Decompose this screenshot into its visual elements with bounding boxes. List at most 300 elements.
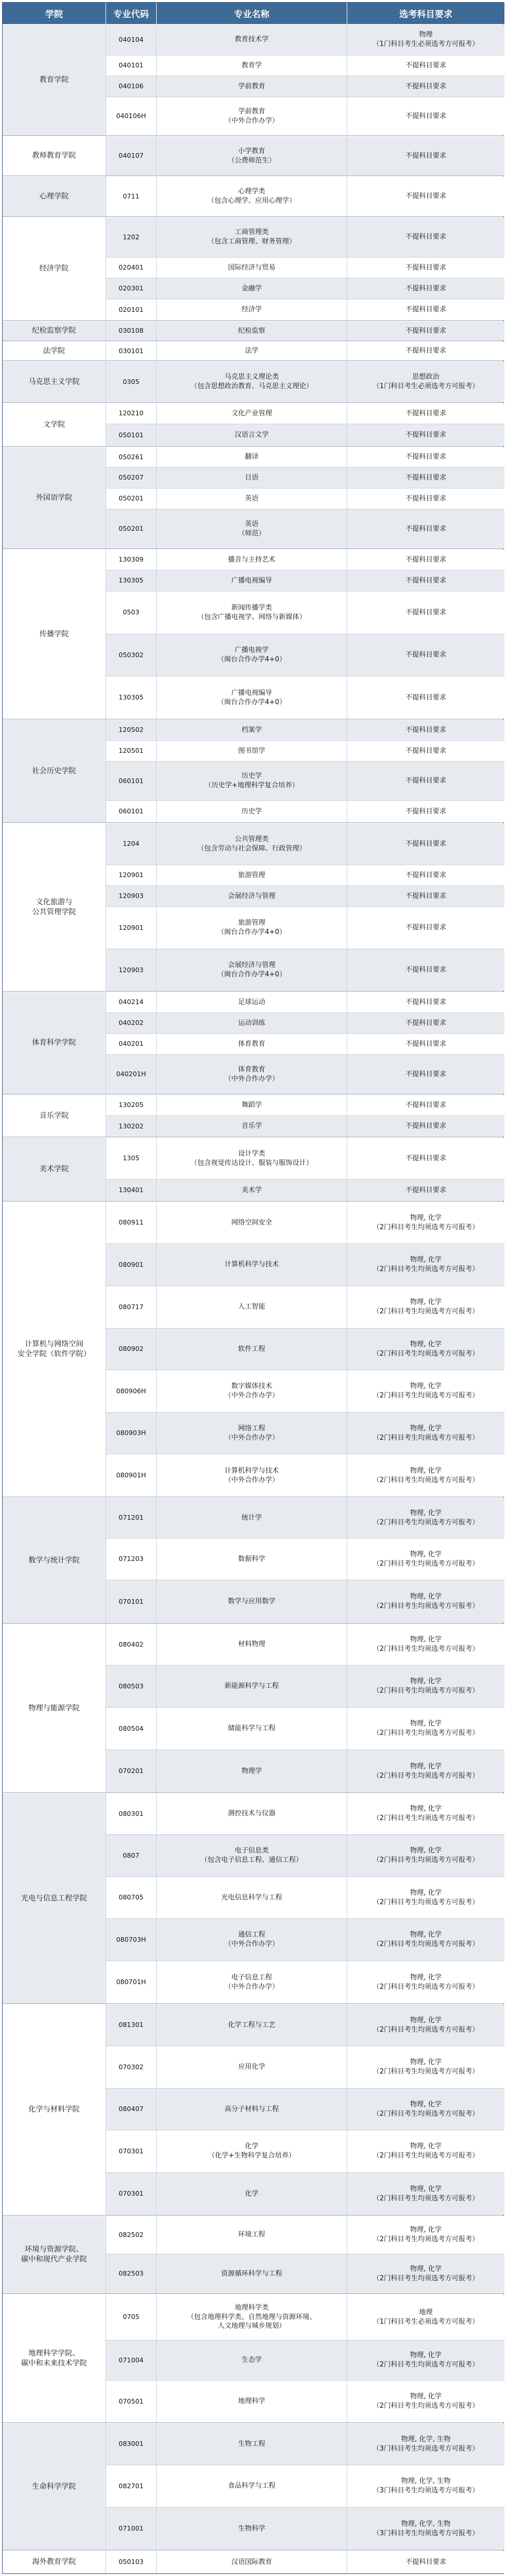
table-row — [106, 177, 504, 216]
table-row — [106, 865, 504, 886]
table-row — [106, 403, 504, 424]
major-name: 测控技术与仪器 — [157, 1793, 347, 1834]
major-code: 081301 — [106, 2004, 157, 2046]
major-code: 080901H — [106, 1454, 157, 1497]
subject-requirement: 物理, 化学 （2门科目考生均须选考方可报考） — [372, 1256, 479, 1273]
table-row — [106, 1180, 504, 1201]
subject-requirement: 思想政治 （1门科目考生必须选考方可报考） — [372, 373, 479, 390]
major-name: 广播电视学 （闽台合作办学4+0） — [157, 634, 347, 676]
table-row — [106, 1708, 504, 1750]
table-row — [106, 299, 504, 320]
college-name: 文化旅游与 公共管理学院 — [3, 823, 106, 991]
table-row — [106, 1498, 504, 1538]
college-majors — [106, 25, 504, 135]
major-name: 文化产业管理 — [157, 403, 347, 424]
college-group — [3, 2004, 503, 2216]
table-row — [106, 1138, 504, 1180]
college-name: 社会历史学院 — [3, 720, 106, 822]
major-code: 040107 — [106, 136, 157, 176]
major-name: 教育学 — [157, 55, 347, 76]
table-row — [106, 1055, 504, 1094]
subject-requirement: 不提科目要求 — [405, 453, 446, 461]
major-name: 电子信息类 （包含电子信息工程、通信工程） — [157, 1835, 347, 1876]
major-code: 1305 — [106, 1138, 157, 1179]
college-group — [3, 2423, 503, 2550]
subject-requirement: 不提科目要求 — [405, 1154, 446, 1162]
subject-requirement: 不提科目要求 — [405, 747, 446, 755]
major-name: 纪检监察 — [157, 321, 347, 341]
subject-requirement: 物理, 化学 （2门科目考生均须选考方可报考） — [372, 1298, 479, 1315]
subject-requirement: 物理, 化学, 生物 （3门科目考生均须选考方可报考） — [372, 2477, 479, 2495]
college-majors — [106, 2216, 504, 2293]
table-row — [106, 2004, 504, 2046]
college-group — [3, 341, 503, 361]
table-row — [106, 1919, 504, 1961]
major-name: 光电信息科学与工程 — [157, 1877, 347, 1918]
major-code: 040214 — [106, 992, 157, 1012]
major-name: 工商管理类 （包含工商管理、财务管理） — [157, 217, 347, 257]
subject-requirement: 物理, 化学 （2门科目考生均须选考方可报考） — [372, 2100, 479, 2118]
table-row — [106, 1835, 504, 1877]
major-code: 060101 — [106, 801, 157, 822]
subject-requirement: 物理, 化学 （2门科目考生均须选考方可报考） — [372, 2058, 479, 2076]
table-row — [106, 720, 504, 741]
major-code: 040106H — [106, 97, 157, 135]
college-majors — [106, 217, 504, 320]
major-code: 130202 — [106, 1116, 157, 1137]
major-name: 广播电视编导 （闽台合作办学4+0） — [157, 677, 347, 719]
subject-requirement: 物理, 化学 （2门科目考生均须选考方可报考） — [372, 1973, 479, 1991]
major-name: 设计学类 （包含视觉传达设计、服装与服饰设计） — [157, 1138, 347, 1179]
major-name: 应用化学 — [157, 2046, 347, 2088]
subject-requirement: 不提科目要求 — [405, 555, 446, 564]
major-code: 082503 — [106, 2254, 157, 2293]
subject-requirement: 不提科目要求 — [405, 608, 446, 616]
major-name: 历史学 （历史学+地理科学复合培养） — [157, 762, 347, 800]
subject-requirement: 物理, 化学 （2门科目考生均须选考方可报考） — [372, 1382, 479, 1400]
college-group — [3, 361, 503, 403]
major-name: 档案学 — [157, 720, 347, 740]
major-code: 1202 — [106, 217, 157, 257]
subject-requirement: 不提科目要求 — [405, 112, 446, 120]
table-row — [106, 1286, 504, 1328]
major-code: 040104 — [106, 25, 157, 55]
subject-requirement: 物理, 化学 （2门科目考生均须选考方可报考） — [372, 2226, 479, 2243]
subject-requirement: 不提科目要求 — [405, 192, 446, 201]
subject-requirement: 物理, 化学, 生物 （3门科目考生均须选考方可报考） — [372, 2520, 479, 2537]
table-row — [106, 2381, 504, 2422]
major-code: 0305 — [106, 362, 157, 402]
major-code: 080906H — [106, 1370, 157, 1412]
major-code: 082502 — [106, 2216, 157, 2254]
college-group — [3, 217, 503, 321]
major-code: 080701H — [106, 1961, 157, 2003]
table-row — [106, 1370, 504, 1413]
college-group — [3, 136, 503, 176]
major-name: 足球运动 — [157, 992, 347, 1012]
table-row — [106, 25, 504, 55]
table-row — [106, 488, 504, 509]
major-name: 法学 — [157, 342, 347, 360]
header-college: 学院 — [3, 3, 106, 24]
table-row — [106, 424, 504, 446]
major-code: 050103 — [106, 2551, 157, 2573]
major-name: 翻译 — [157, 447, 347, 467]
major-name: 美术学 — [157, 1180, 347, 1201]
major-code: 080911 — [106, 1202, 157, 1243]
college-majors — [106, 1498, 504, 1623]
major-code: 070302 — [106, 2046, 157, 2088]
subject-requirement: 地理 （1门科目考生必须选考方可报考） — [372, 2308, 479, 2326]
table-header — [3, 3, 503, 24]
table-row — [106, 1877, 504, 1919]
table-row — [106, 136, 504, 176]
major-name: 金融学 — [157, 278, 347, 299]
college-group — [3, 1202, 503, 1497]
college-majors — [106, 342, 504, 360]
college-name: 数学与统计学院 — [3, 1498, 106, 1623]
table-row — [106, 677, 504, 719]
major-code: 130401 — [106, 1180, 157, 1201]
major-code: 070301 — [106, 2173, 157, 2215]
subject-requirement: 不提科目要求 — [405, 431, 446, 439]
table-body — [3, 24, 503, 2573]
subject-requirement: 不提科目要求 — [405, 840, 446, 848]
college-group — [3, 1497, 503, 1624]
major-code: 130309 — [106, 550, 157, 570]
college-name: 计算机与网络空间 安全学院（软件学院） — [3, 1202, 106, 1497]
major-name: 化学 （化学+生物科学复合培养） — [157, 2130, 347, 2172]
table-row — [106, 2340, 504, 2381]
college-name: 生命科学学院 — [3, 2423, 106, 2550]
subject-requirement: 物理, 化学 （2门科目考生均须选考方可报考） — [372, 1720, 479, 1737]
college-majors — [106, 1095, 504, 1137]
major-code: 080903H — [106, 1413, 157, 1454]
table-row — [106, 1244, 504, 1286]
subject-requirement: 不提科目要求 — [405, 1040, 446, 1048]
major-code: 120901 — [106, 907, 157, 949]
subject-requirement: 不提科目要求 — [405, 651, 446, 659]
major-code: 050207 — [106, 468, 157, 488]
college-name: 光电与信息工程学院 — [3, 1793, 106, 2003]
major-name: 学前教育 （中外合作办学） — [157, 97, 347, 135]
table-row — [106, 823, 504, 865]
college-majors — [106, 2551, 504, 2573]
subject-requirement: 不提科目要求 — [405, 726, 446, 734]
table-row — [106, 1750, 504, 1792]
subject-requirement: 不提科目要求 — [405, 306, 446, 314]
table-row — [106, 570, 504, 591]
college-name: 法学院 — [3, 342, 106, 360]
major-name: 舞蹈学 — [157, 1095, 347, 1115]
table-row — [106, 2294, 504, 2340]
major-code: 120903 — [106, 886, 157, 906]
subject-requirement: 不提科目要求 — [405, 693, 446, 702]
major-name: 经济学 — [157, 299, 347, 320]
major-name: 数据科学 — [157, 1538, 347, 1580]
major-name: 会展经济与管理 — [157, 886, 347, 906]
major-name: 生物科学 — [157, 2508, 347, 2550]
major-name: 软件工程 — [157, 1328, 347, 1370]
table-row — [106, 2130, 504, 2173]
table-row — [106, 907, 504, 949]
subject-requirement: 物理, 化学 （2门科目考生均须选考方可报考） — [372, 2142, 479, 2160]
college-name: 海外教育学院 — [3, 2551, 106, 2573]
subject-requirement: 不提科目要求 — [405, 777, 446, 785]
major-code: 080705 — [106, 1877, 157, 1918]
college-group — [3, 2216, 503, 2294]
major-name: 心理学类 （包含心理学、应用心理学） — [157, 177, 347, 216]
major-code: 071001 — [106, 2508, 157, 2550]
major-name: 数学与应用数学 — [157, 1580, 347, 1623]
major-name: 播音与主持艺术 — [157, 550, 347, 570]
college-majors — [106, 720, 504, 822]
major-name: 国际经济与贸易 — [157, 258, 347, 278]
major-code: 050101 — [106, 424, 157, 446]
table-row — [106, 217, 504, 258]
major-code: 080402 — [106, 1624, 157, 1665]
subject-requirement: 不提科目要求 — [405, 151, 446, 160]
table-row — [106, 1116, 504, 1137]
major-name: 生物工程 — [157, 2423, 347, 2465]
table-row — [106, 1034, 504, 1055]
major-name: 网络工程 （中外合作办学） — [157, 1413, 347, 1454]
table-row — [106, 741, 504, 762]
major-name: 学前教育 — [157, 76, 347, 97]
college-group — [3, 24, 503, 136]
college-majors — [106, 447, 504, 549]
subject-requirement: 物理, 化学 （2门科目考生均须选考方可报考） — [372, 1847, 479, 1864]
major-name: 数字媒体技术 （中外合作办学） — [157, 1370, 347, 1412]
college-majors — [106, 2294, 504, 2422]
table-row — [106, 1538, 504, 1580]
major-name: 通信工程 （中外合作办学） — [157, 1919, 347, 1961]
table-row — [106, 1413, 504, 1454]
college-name: 地理科学学院、 碳中和未来技术学院 — [3, 2294, 106, 2422]
subject-requirement: 不提科目要求 — [405, 1019, 446, 1027]
table-row — [106, 762, 504, 801]
major-code: 080703H — [106, 1919, 157, 1961]
college-group — [3, 1137, 503, 1202]
major-code: 071203 — [106, 1538, 157, 1580]
major-code: 080407 — [106, 2089, 157, 2130]
subject-requirement: 物理, 化学 （2门科目考生均须选考方可报考） — [372, 2265, 479, 2282]
major-name: 体育教育 — [157, 1034, 347, 1054]
major-name: 汉语言文学 — [157, 424, 347, 446]
college-name: 外国语学院 — [3, 447, 106, 549]
college-group — [3, 403, 503, 447]
major-code: 080717 — [106, 1286, 157, 1328]
subject-requirement: 不提科目要求 — [405, 61, 446, 69]
major-code: 050302 — [106, 634, 157, 676]
major-code: 120501 — [106, 741, 157, 761]
college-majors — [106, 2423, 504, 2550]
major-code: 070301 — [106, 2130, 157, 2172]
major-code: 120210 — [106, 403, 157, 424]
major-code: 0807 — [106, 1835, 157, 1876]
college-name: 经济学院 — [3, 217, 106, 320]
major-code: 060101 — [106, 762, 157, 800]
college-group — [3, 823, 503, 992]
major-code: 040201 — [106, 1034, 157, 1054]
major-name: 地理科学 — [157, 2381, 347, 2422]
major-code: 130305 — [106, 677, 157, 719]
major-name: 小学教育 （公费师范生） — [157, 136, 347, 176]
table-row — [106, 2254, 504, 2293]
subject-requirement: 不提科目要求 — [405, 263, 446, 272]
table-row — [106, 801, 504, 822]
table-row — [106, 1095, 504, 1116]
major-name: 英语 — [157, 488, 347, 509]
subject-requirement: 不提科目要求 — [405, 327, 446, 335]
major-code: 050201 — [106, 509, 157, 549]
subject-requirement: 物理, 化学 （2门科目考生均须选考方可报考） — [372, 1340, 479, 1358]
college-group — [3, 719, 503, 823]
major-code: 1204 — [106, 823, 157, 865]
subject-requirement: 物理, 化学 （2门科目考生均须选考方可报考） — [372, 2393, 479, 2410]
subject-requirement: 物理, 化学 （2门科目考生均须选考方可报考） — [372, 2185, 479, 2202]
subject-requirement: 物理, 化学 （2门科目考生均须选考方可报考） — [372, 1889, 479, 1906]
major-code: 030101 — [106, 342, 157, 360]
major-name: 旅游管理 （闽台合作办学4+0） — [157, 907, 347, 949]
table-row — [106, 362, 504, 402]
major-code: 120502 — [106, 720, 157, 740]
major-code: 080504 — [106, 1708, 157, 1750]
major-code: 0711 — [106, 177, 157, 216]
major-code: 020301 — [106, 278, 157, 299]
college-name: 纪检监察学院 — [3, 321, 106, 341]
table-row — [106, 2216, 504, 2254]
major-code: 050261 — [106, 447, 157, 467]
table-row — [106, 1454, 504, 1497]
major-name: 旅游管理 — [157, 865, 347, 885]
college-name: 教师教育学院 — [3, 136, 106, 176]
major-name: 物理学 — [157, 1750, 347, 1792]
college-majors — [106, 992, 504, 1094]
header-major: 专业名称 — [157, 3, 347, 24]
major-code: 080301 — [106, 1793, 157, 1834]
table-row — [106, 550, 504, 570]
major-name: 统计学 — [157, 1498, 347, 1538]
major-name: 人工智能 — [157, 1286, 347, 1328]
college-group — [3, 2550, 503, 2573]
major-code: 080503 — [106, 1665, 157, 1707]
major-name: 教育技术学 — [157, 25, 347, 55]
subject-requirement: 物理, 化学 （2门科目考生均须选考方可报考） — [372, 1762, 479, 1780]
subject-requirement: 物理, 化学 （2门科目考生均须选考方可报考） — [372, 1466, 479, 1484]
major-name: 环境工程 — [157, 2216, 347, 2254]
major-code: 040202 — [106, 1013, 157, 1033]
major-name: 马克思主义理论类 （包含思想政治教育、马克思主义理论） — [157, 362, 347, 402]
subject-requirement: 不提科目要求 — [405, 998, 446, 1006]
major-name: 计算机科学与技术 — [157, 1244, 347, 1286]
major-code: 020101 — [106, 299, 157, 320]
college-name: 体育科学学院 — [3, 992, 106, 1094]
subject-requirement: 不提科目要求 — [405, 807, 446, 815]
college-name: 传播学院 — [3, 550, 106, 719]
header-code: 专业代码 — [106, 3, 157, 24]
subject-requirement: 物理 （1门科目考生必须选考方可报考） — [372, 31, 479, 48]
college-majors — [106, 1138, 504, 1201]
major-name: 地理科学类 （包含地理科学类、自然地理与资源环境、 人文地理与城乡规划） — [157, 2294, 347, 2340]
major-code: 050201 — [106, 488, 157, 509]
college-majors — [106, 550, 504, 719]
major-name: 图书馆学 — [157, 741, 347, 761]
subject-requirement: 不提科目要求 — [405, 284, 446, 293]
college-majors — [106, 177, 504, 216]
subject-requirement: 物理, 化学 （2门科目考生均须选考方可报考） — [372, 1509, 479, 1526]
major-code: 130305 — [106, 570, 157, 591]
table-row — [106, 447, 504, 468]
college-majors — [106, 823, 504, 991]
college-name: 文学院 — [3, 403, 106, 446]
college-name: 物理与能源学院 — [3, 1624, 106, 1792]
subject-requirement: 物理, 化学 （2门科目考生均须选考方可报考） — [372, 1931, 479, 1948]
major-code: 040101 — [106, 55, 157, 76]
table-row — [106, 886, 504, 907]
subject-requirement: 不提科目要求 — [405, 924, 446, 932]
college-group — [3, 176, 503, 217]
subject-requirement: 物理, 化学 （2门科目考生均须选考方可报考） — [372, 1677, 479, 1695]
college-name: 马克思主义学院 — [3, 362, 106, 402]
major-name: 网络空间安全 — [157, 1202, 347, 1243]
subject-requirement: 物理, 化学 （2门科目考生均须选考方可报考） — [372, 1214, 479, 1231]
subject-requirement: 不提科目要求 — [405, 966, 446, 974]
table-row — [106, 509, 504, 549]
major-name: 食品科学与工程 — [157, 2465, 347, 2507]
major-code: 040201H — [106, 1055, 157, 1094]
college-name: 化学与材料学院 — [3, 2004, 106, 2215]
major-code: 083001 — [106, 2423, 157, 2465]
table-row — [106, 1624, 504, 1665]
table-row — [106, 2173, 504, 2215]
subject-requirement: 不提科目要求 — [405, 2558, 446, 2566]
college-group — [3, 2294, 503, 2423]
college-group — [3, 1793, 503, 2004]
table-row — [106, 342, 504, 360]
major-code: 070501 — [106, 2381, 157, 2422]
subject-requirement: 物理, 化学 （2门科目考生均须选考方可报考） — [372, 1805, 479, 1822]
college-majors — [106, 136, 504, 176]
major-name: 化学 — [157, 2173, 347, 2215]
subject-requirement: 不提科目要求 — [405, 409, 446, 417]
subject-requirement: 不提科目要求 — [405, 473, 446, 482]
major-name: 英语 （师范） — [157, 509, 347, 549]
major-code: 082701 — [106, 2465, 157, 2507]
college-name: 心理学院 — [3, 177, 106, 216]
table-row — [106, 1013, 504, 1034]
college-majors — [106, 321, 504, 341]
college-majors — [106, 2004, 504, 2215]
major-code: 071004 — [106, 2340, 157, 2380]
table-row — [106, 1328, 504, 1370]
majors-table — [2, 2, 504, 2574]
table-row — [106, 1665, 504, 1708]
subject-requirement: 不提科目要求 — [405, 494, 446, 503]
major-name: 会展经济与管理 （闽台合作办学4+0） — [157, 949, 347, 991]
major-code: 040106 — [106, 76, 157, 97]
major-code: 030108 — [106, 321, 157, 341]
table-row — [106, 591, 504, 634]
subject-requirement: 不提科目要求 — [405, 871, 446, 879]
major-name: 音乐学 — [157, 1116, 347, 1137]
table-row — [106, 992, 504, 1013]
subject-requirement: 物理, 化学 （2门科目考生均须选考方可报考） — [372, 1424, 479, 1442]
college-name: 美术学院 — [3, 1138, 106, 1201]
college-name: 教育学院 — [3, 25, 106, 135]
major-name: 高分子材料与工程 — [157, 2089, 347, 2130]
table-row — [106, 1202, 504, 1244]
